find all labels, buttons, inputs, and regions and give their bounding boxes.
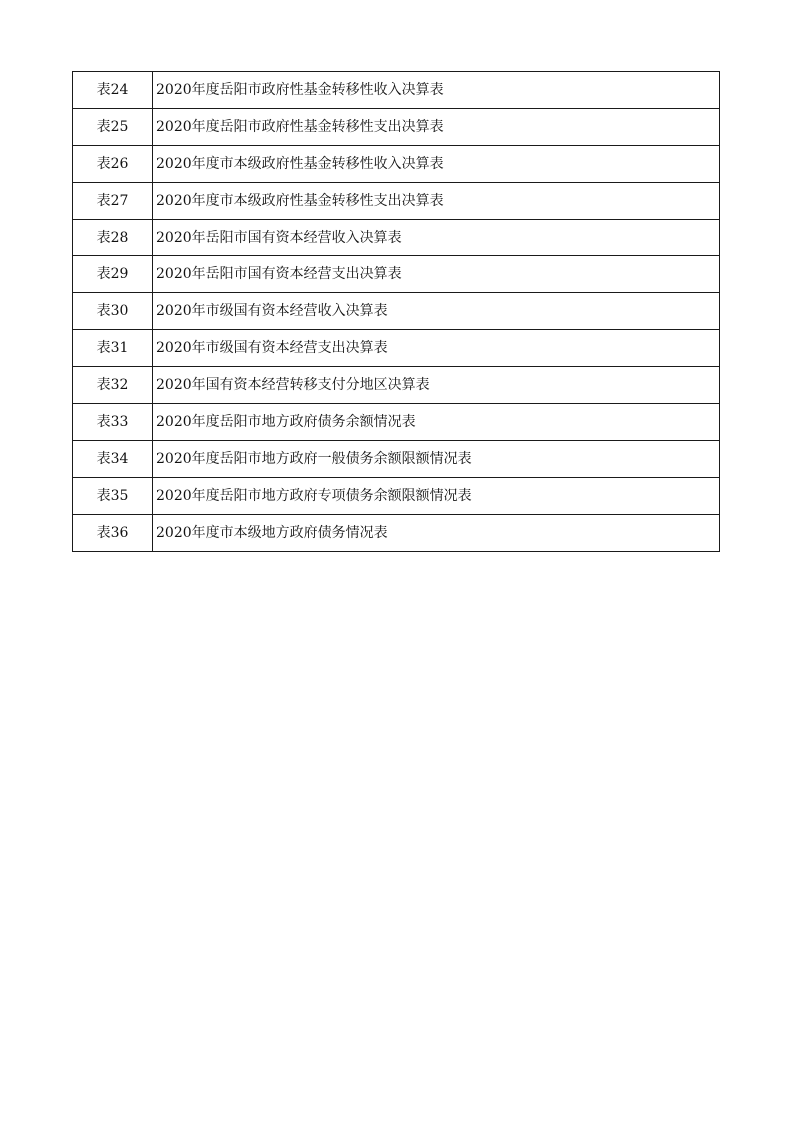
table-number: 表30 bbox=[73, 293, 153, 330]
table-row bbox=[73, 256, 720, 293]
table-row bbox=[73, 367, 720, 404]
table-number: 表31 bbox=[73, 330, 153, 367]
table-title: 2020年岳阳市国有资本经营支出决算表 bbox=[153, 256, 720, 293]
table-number: 表25 bbox=[73, 108, 153, 145]
table-number: 表32 bbox=[73, 367, 153, 404]
table-title: 2020年市级国有资本经营支出决算表 bbox=[153, 330, 720, 367]
table-title: 2020年市级国有资本经营收入决算表 bbox=[153, 293, 720, 330]
table-number: 表33 bbox=[73, 404, 153, 441]
table-number: 表29 bbox=[73, 256, 153, 293]
table-row bbox=[73, 145, 720, 182]
table-row bbox=[73, 72, 720, 109]
table-row bbox=[73, 108, 720, 145]
table-title: 2020年度市本级政府性基金转移性支出决算表 bbox=[153, 182, 720, 219]
table-title: 2020年度岳阳市政府性基金转移性支出决算表 bbox=[153, 108, 720, 145]
table-number: 表35 bbox=[73, 477, 153, 514]
table-number: 表34 bbox=[73, 440, 153, 477]
table-row bbox=[73, 440, 720, 477]
table-title: 2020年度岳阳市地方政府一般债务余额限额情况表 bbox=[153, 440, 720, 477]
table-row bbox=[73, 514, 720, 551]
table-title: 2020年度市本级地方政府债务情况表 bbox=[153, 514, 720, 551]
table-row bbox=[73, 293, 720, 330]
table-title: 2020年度岳阳市地方政府债务余额情况表 bbox=[153, 404, 720, 441]
table-title: 2020年国有资本经营转移支付分地区决算表 bbox=[153, 367, 720, 404]
table-number: 表27 bbox=[73, 182, 153, 219]
table-number: 表24 bbox=[73, 72, 153, 109]
table-title: 2020年度市本级政府性基金转移性收入决算表 bbox=[153, 145, 720, 182]
table-number: 表28 bbox=[73, 219, 153, 256]
table-of-contents bbox=[72, 71, 720, 552]
table-title: 2020年度岳阳市地方政府专项债务余额限额情况表 bbox=[153, 477, 720, 514]
table-number: 表36 bbox=[73, 514, 153, 551]
table-row bbox=[73, 477, 720, 514]
table-title: 2020年岳阳市国有资本经营收入决算表 bbox=[153, 219, 720, 256]
table-row bbox=[73, 404, 720, 441]
table-row bbox=[73, 330, 720, 367]
table-number: 表26 bbox=[73, 145, 153, 182]
table-row bbox=[73, 182, 720, 219]
table-title: 2020年度岳阳市政府性基金转移性收入决算表 bbox=[153, 72, 720, 109]
table-row bbox=[73, 219, 720, 256]
